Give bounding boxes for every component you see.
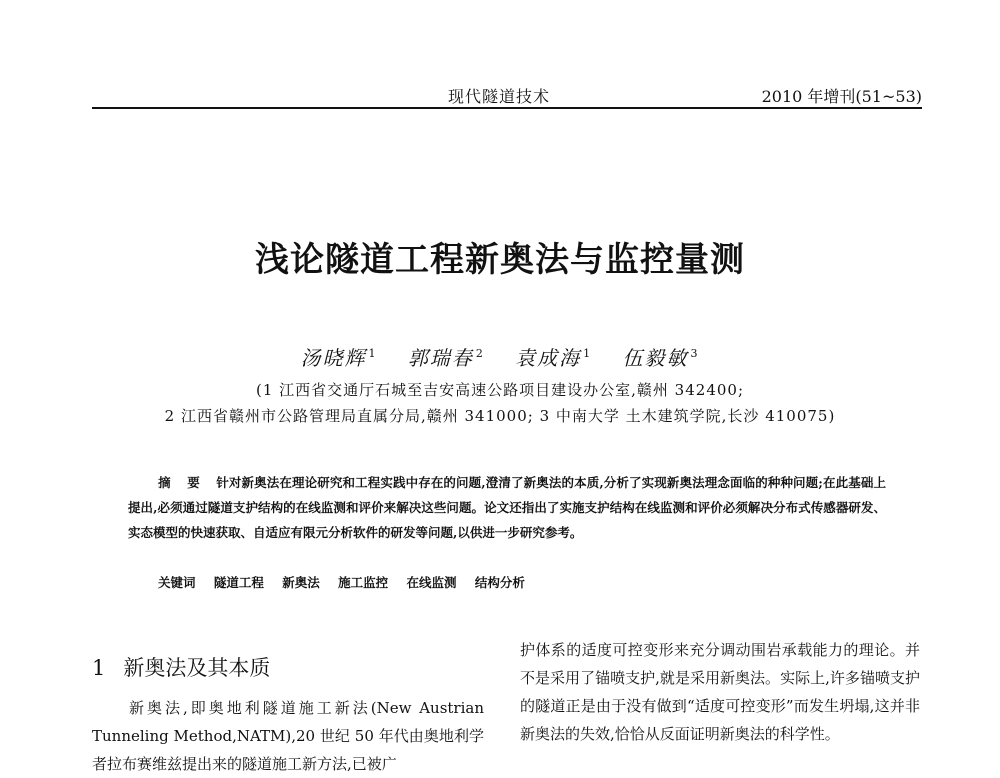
section-number: 1 (92, 656, 106, 680)
keyword: 施工监控 (338, 575, 389, 590)
section-title: 新奥法及其本质 (123, 656, 271, 680)
abstract-text: 针对新奥法在理论研究和工程实践中存在的问题,澄清了新奥法的本质,分析了实现新奥法理念面临的种种问题;在此基础上提出,必须通过隧道支护结构的在线监测和评价来解决这些问题。论文还指出了实施支护结构在线监测和评价必须解决分布式传感器研发、实态模型的快速获取、自适应有限元分析软件的研发等问题,以供进一步研究参考。 (128, 475, 886, 540)
keyword: 新奥法 (282, 575, 320, 590)
keyword: 在线监测 (406, 575, 457, 590)
affiliation-line-1: (1 江西省交通厅石城至吉安高速公路项目建设办公室,赣州 342400; (255, 381, 745, 399)
author-affil-mark: 1 (368, 347, 378, 361)
keywords (158, 573, 525, 591)
author-affil-mark: 2 (475, 347, 485, 361)
author-name: 汤晓辉 (300, 346, 367, 370)
issue-info: 2010 年增刊(51~53) (761, 87, 922, 106)
body-paragraph (92, 694, 484, 778)
section-heading (92, 652, 484, 682)
author-list (0, 342, 1000, 371)
keyword: 隧道工程 (213, 575, 264, 590)
abstract (128, 470, 886, 545)
header-rule (92, 107, 922, 109)
author-affil-mark: 3 (690, 347, 700, 361)
paper-title: 浅论隧道工程新奥法与监控量测 (255, 240, 745, 280)
author-name: 伍毅敏 (622, 346, 689, 370)
left-column (92, 638, 484, 778)
author-affil-mark: 1 (583, 347, 593, 361)
keyword: 结构分析 (474, 575, 525, 590)
abstract-label: 摘 要 (158, 475, 206, 490)
keywords-label: 关键词 (158, 575, 196, 590)
affiliation-line-2: 2 江西省赣州市公路管理局直属分局,赣州 341000; 3 中南大学 土木建筑学院,长沙 410075) (164, 407, 836, 425)
paragraph-text: 新奥法,即奥地利隧道施工新法(New Austrian Tunneling Method,NATM),20 世纪 50 年代由奥地利学者拉布赛维兹提出来的隧道施工新方法,已被广 (92, 699, 484, 773)
right-column: 护体系的适度可控变形来充分调动围岩承载能力的理论。并不是采用了锚喷支护,就是采用新奥法。实际上,许多锚喷支护的隧道正是由于没有做到“适度可控变形”而发生坍塌,这并非新奥法的失效,恰恰从反面证明新奥法的科学性。 (520, 641, 920, 743)
author-name: 郭瑞春 (407, 346, 474, 370)
author-name: 袁成海 (515, 346, 582, 370)
journal-name: 现代隧道技术 (448, 87, 551, 106)
